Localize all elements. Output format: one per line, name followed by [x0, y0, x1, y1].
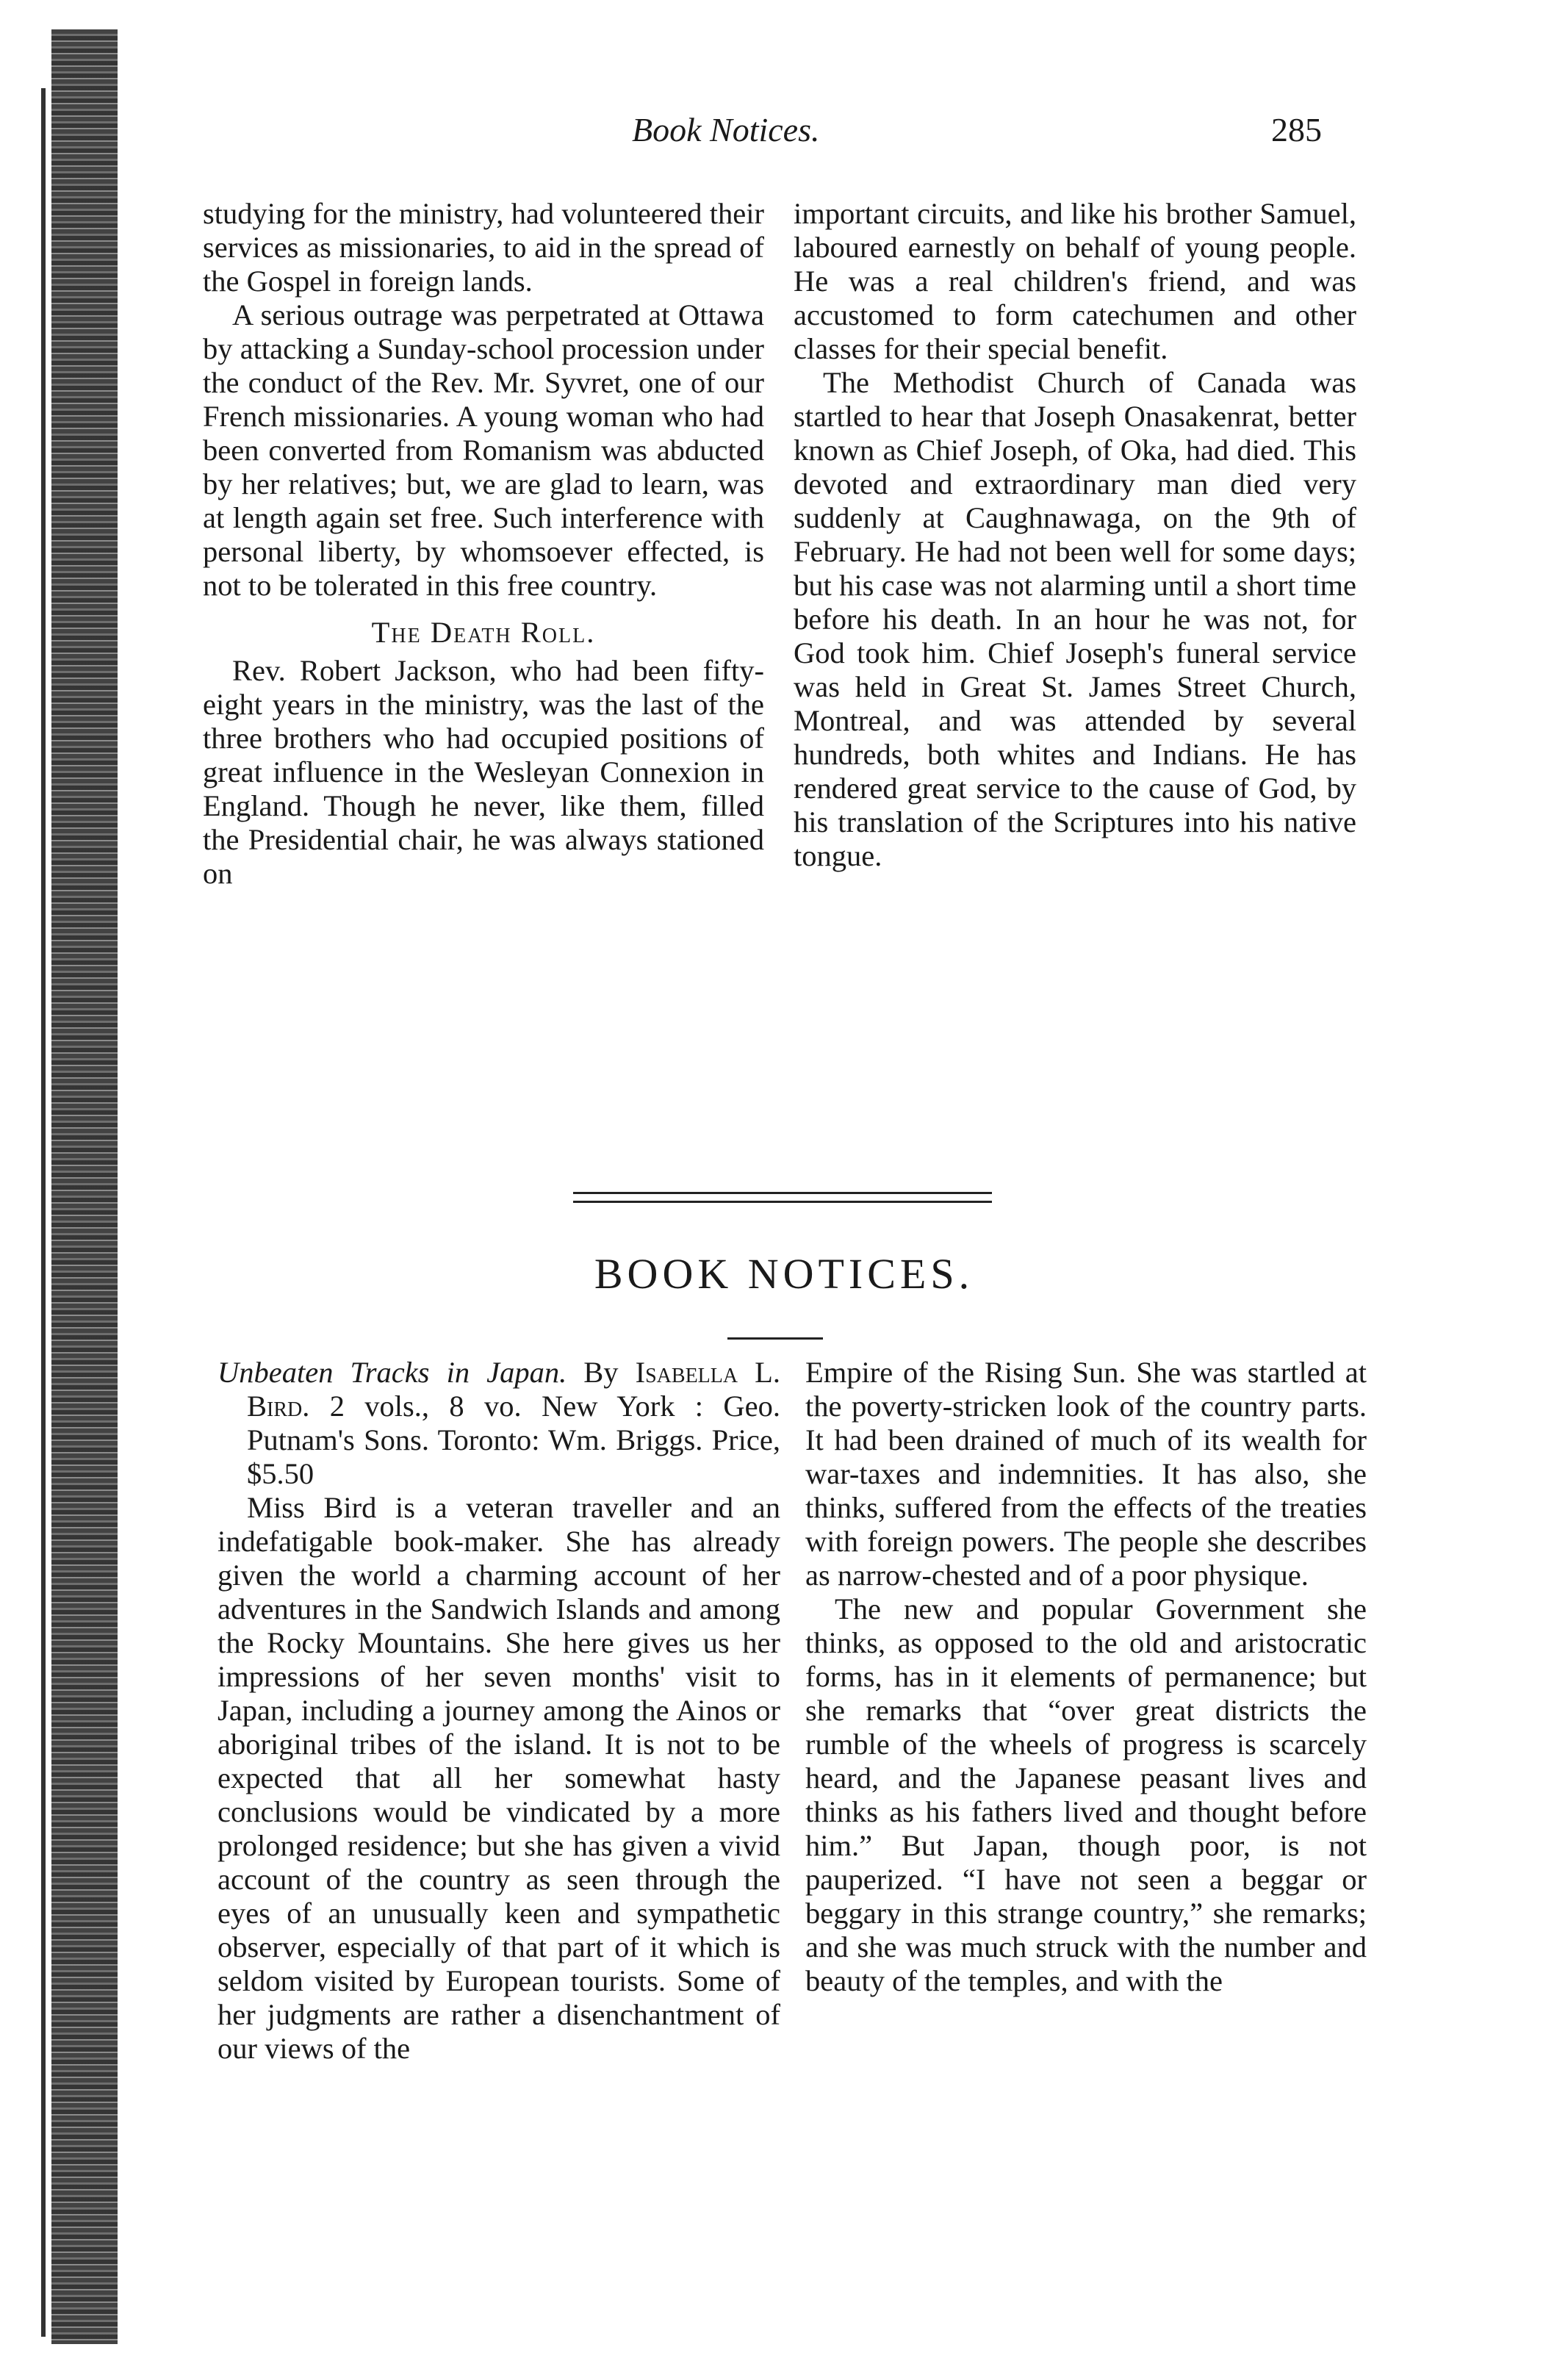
book-spine-shadow [51, 29, 118, 2344]
section-title: BOOK NOTICES. [594, 1250, 974, 1298]
book-by: By [583, 1356, 619, 1389]
top-left-column [203, 197, 764, 891]
paragraph: studying for the ministry, had volunteered their services as missionaries, to aid in the spread of the Gospel in foreign lands. [203, 197, 764, 298]
top-right-column [794, 197, 1356, 873]
title-underline-rule [727, 1337, 823, 1340]
paragraph: Empire of the Rising Sun. She was startled at the poverty-stricken look of the country parts. It had been drained of much of its wealth for war-taxes and indemnities. It has also, she thinks, suffered from the effects of the treaties with foreign powers. The people she describes as narrow-chested and of a poor physique. [805, 1356, 1367, 1592]
paragraph: important circuits, and like his brother Samuel, laboured earnestly on behalf of young people. He was a real children's friend, and was accustomed to form catechumen and other classes for their special benefit. [794, 197, 1356, 365]
running-title: Book Notices. [632, 111, 820, 148]
section-divider-rule [573, 1192, 992, 1194]
paragraph: The Methodist Church of Canada was startled to hear that Joseph Onasakenrat, better known as Chief Joseph, of Oka, had died. This devoted and extraordinary man died very suddenly at Caughnawaga, on the 9th of February. He had not been well for some days; but his case was not alarming until a short time before his death. In an hour he was not, for God took him. Chief Joseph's funeral service was held in Great St. James Street Church, Montreal, and was attended by several hundreds, both whites and Indians. He has rendered great service to the cause of God, by his translation of the Scriptures into his native tongue. [794, 366, 1356, 872]
paragraph: The new and popular Government she thinks, as opposed to the old and aristocratic forms, has in it elements of permanence; but she remarks that “over great districts the rumble of the wheels of progress is scarcely heard, and the Japanese peasant lives and thinks as his fathers lived and thought before him.” But Japan, though poor, is not pauperized. “I have not seen a beggar or beggary in this strange country,” she remarks; and she was much struck with the number and beauty of the temples, and with the [805, 1592, 1367, 1997]
book-title: Unbeaten Tracks in Japan. [217, 1356, 567, 1389]
page-number: 285 [1271, 111, 1322, 148]
scan-edge-line [41, 88, 46, 2337]
book-author: Isabella L. Bird. [247, 1356, 781, 1423]
bottom-left-column [217, 1356, 780, 2066]
paragraph: A serious outrage was perpetrated at Ottawa by attacking a Sunday-school procession under the conduct of the Rev. Mr. Syvret, one of our French missionaries. A young woman who had been converted from Romanism was abducted by her relatives; but, we are glad to learn, was at length again set free. Such interference with personal liberty, by whomsoever effected, is not to be tolerated in this free country. [203, 298, 764, 602]
death-roll-heading: The Death Roll. [371, 616, 596, 649]
book-citation [217, 1356, 780, 1491]
section-divider-rule [573, 1201, 992, 1203]
bottom-right-column [805, 1356, 1367, 1998]
book-details: 2 vols., 8 vo. New York : Geo. Putnam's Sons. Toronto: Wm. Briggs. Price, $5.50 [247, 1390, 780, 1490]
paragraph: Miss Bird is a veteran traveller and an indefatigable book-maker. She has already given the world a charming account of her adventures in the Sandwich Islands and among the Rocky Mountains. She here gives us her impressions of her seven months' visit to Japan, including a journey among the Ainos or aboriginal tribes of the island. It is not to be expected that all her somewhat hasty conclusions would be vindicated by a more prolonged residence; but she has given a vivid account of the country as seen through the eyes of an unusually keen and sympathetic observer, especially of that part of it which is seldom visited by European tourists. Some of her judgments are rather a disenchantment of our views of the [217, 1491, 780, 2065]
paragraph: Rev. Robert Jackson, who had been fifty-eight years in the ministry, was the last of the three brothers who had occupied positions of great influence in the Wesleyan Connexion in England. Though he never, like them, filled the Presidential chair, he was always stationed on [203, 654, 764, 890]
